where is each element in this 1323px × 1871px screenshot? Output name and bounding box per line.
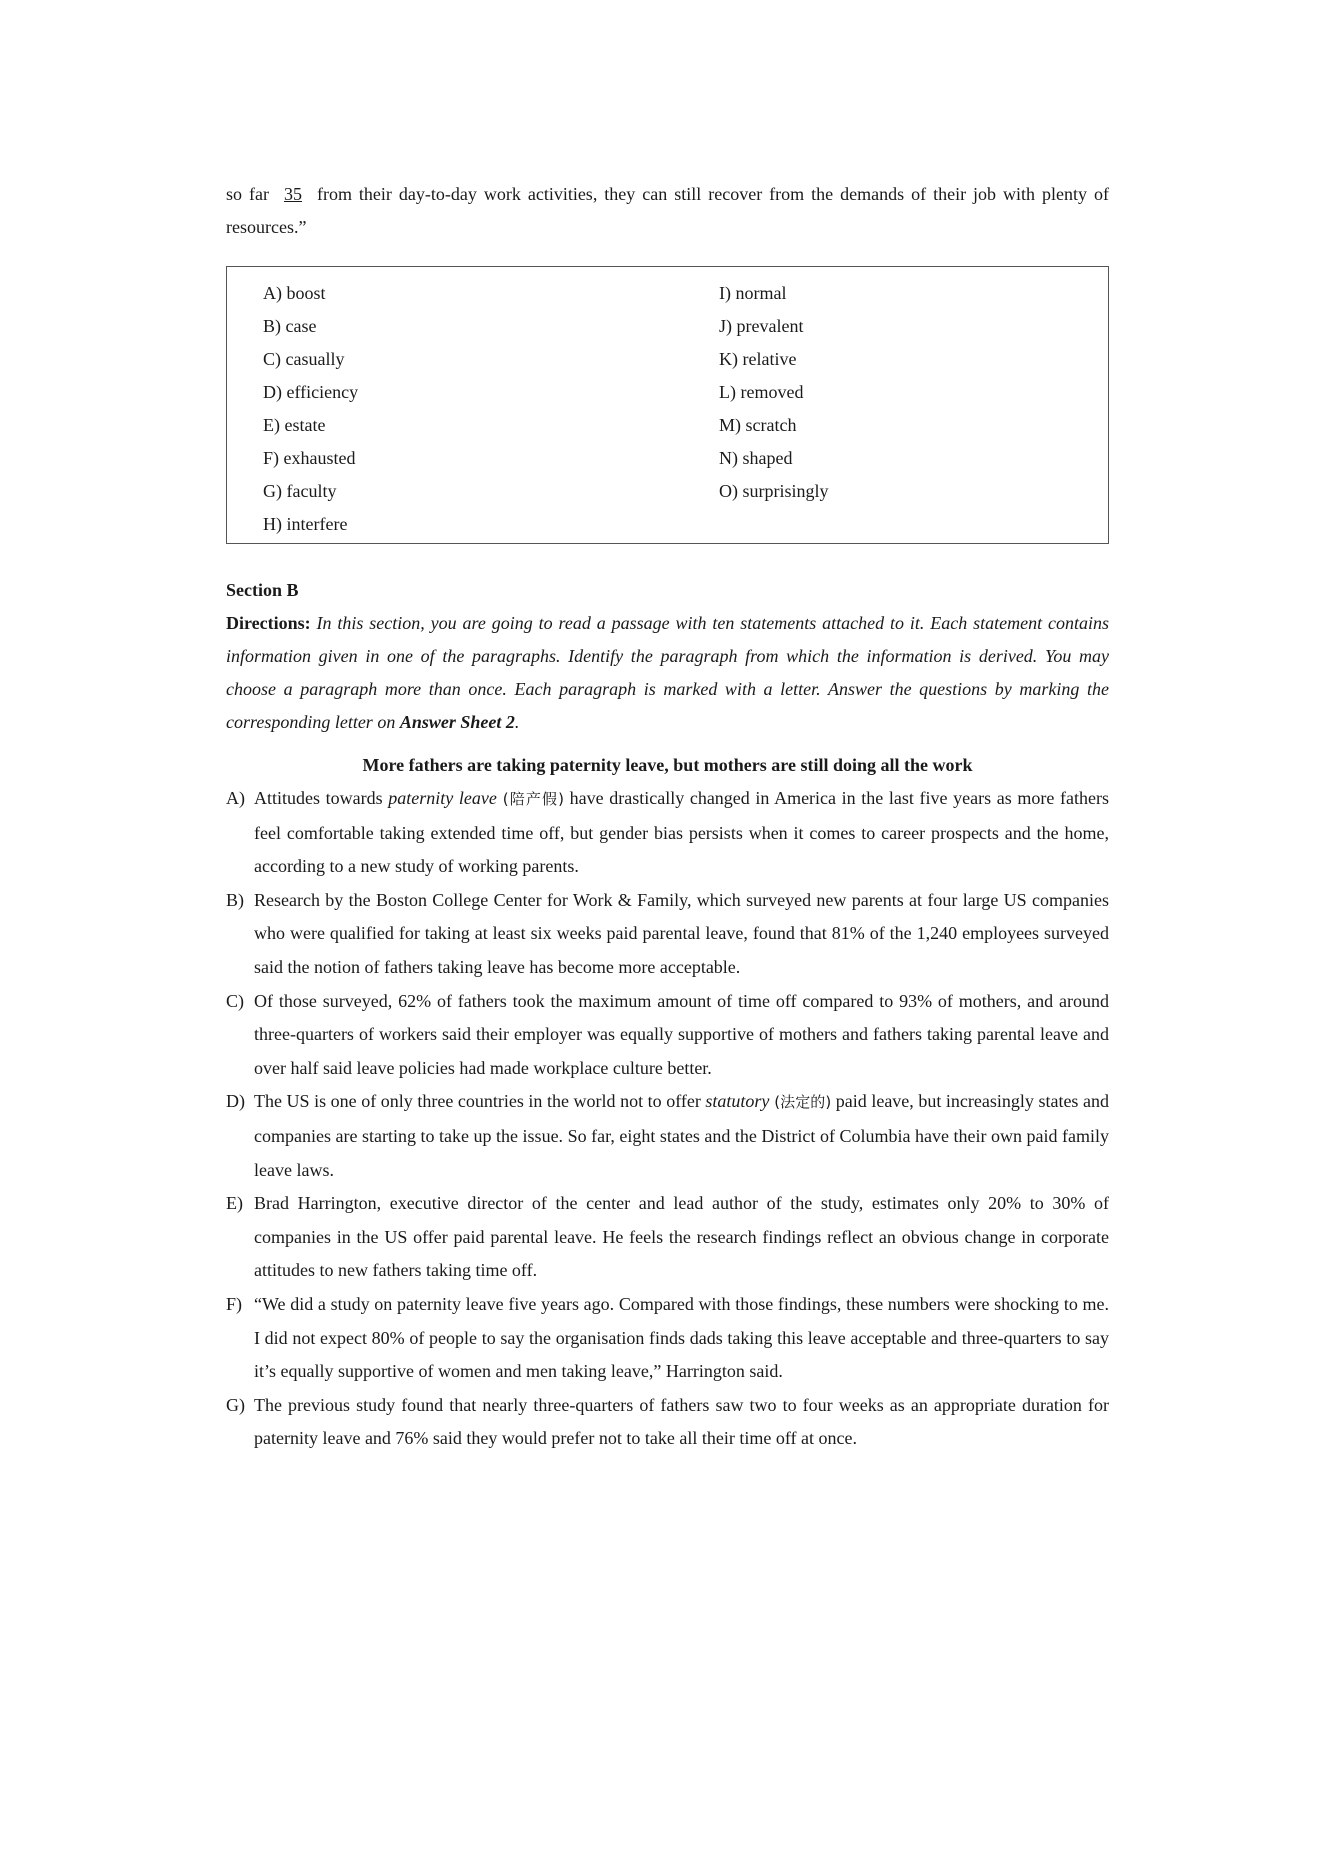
intro-paragraph — [226, 178, 1109, 244]
paragraph-a — [226, 782, 1109, 884]
word-option: K) relative — [719, 349, 797, 369]
word-option: A) boost — [263, 283, 326, 303]
paragraph-text: Of those surveyed, 62% of fathers took the maximum amount of time off compared to 93% of mothers, and around three-quarters of workers said their employer was equally supportive of mothers and fathers taking parental leave and over half said leave policies had made workplace culture better. — [254, 990, 1109, 1078]
paragraph-text: Research by the Boston College Center for Work & Family, which surveyed new parents at four large US companies who were qualified for taking at least six weeks paid parental leave, found that 81% of the 1,240 employees surveyed said the notion of fathers taking leave has become more acceptable. — [254, 889, 1109, 977]
word-option: H) interfere — [263, 514, 348, 534]
glossed-term: statutory — [705, 1091, 770, 1112]
paragraph-e — [226, 1187, 1109, 1288]
paragraph-letter: C) — [226, 990, 244, 1011]
word-option: C) casually — [263, 349, 345, 369]
word-option: I) normal — [719, 283, 787, 303]
paragraph-letter: D) — [226, 1091, 245, 1112]
paragraph-d — [226, 1085, 1109, 1187]
word-option: N) shaped — [719, 448, 793, 468]
word-option: O) surprisingly — [719, 481, 829, 501]
word-bank-box — [226, 266, 1109, 544]
paragraph-text: have drastically changed in America in the last five years as more fathers feel comfortable taking extended time off, but gender bias persists when it comes to career prospects and the home, according to a new study of working parents. — [254, 788, 1109, 877]
word-option: B) case — [263, 316, 317, 336]
glossed-term: paternity leave — [388, 788, 497, 808]
word-option: G) faculty — [263, 481, 337, 501]
paragraph-text: The US is one of only three countries in the world not to offer — [254, 1091, 706, 1112]
word-option: F) exhausted — [263, 448, 356, 468]
word-option: J) prevalent — [719, 316, 804, 336]
paragraph-text: paid leave, but increasingly states and companies are starting to take up the issue. So far, eight states and the District of Columbia have their own paid family leave laws. — [254, 1091, 1109, 1180]
paragraph-text: “We did a study on paternity leave five years ago. Compared with those findings, these numbers were shocking to me. I did not expect 80% of people to say the organisation finds dads taking this leave acceptable and three-quarters to say it’s equally supportive of women and men taking leave,” Harrington said. — [254, 1293, 1109, 1382]
paragraph-text: Brad Harrington, executive director of the center and lead author of the study, estimates only 20% to 30% of companies in the US offer paid parental leave. He feels the research findings reflect an obvious change in corporate attitudes to new fathers taking time off. — [254, 1193, 1109, 1281]
paragraph-letter: B) — [226, 889, 244, 910]
exam-page — [226, 178, 1109, 1456]
chinese-gloss: (法定的) — [769, 1093, 832, 1112]
section-b-title: Section B — [226, 580, 299, 600]
paragraph-c — [226, 985, 1109, 1086]
paragraph-g — [226, 1389, 1109, 1456]
paragraph-letter: G) — [226, 1394, 245, 1415]
directions-text: In this section, you are going to read a passage with ten statements attached to it. Each statement contains information given in one of the paragraphs. Identify the paragraph from which the information is derived. You may choose a paragraph more than once. Each paragraph is marked with a letter. Answer the questions by marking the corresponding letter on — [226, 613, 1109, 732]
word-option: E) estate — [263, 415, 326, 435]
paragraph-f — [226, 1288, 1109, 1389]
paragraph-letter: A) — [226, 788, 245, 808]
intro-after: from their day-to-day work activities, they can still recover from the demands of their job with plenty of resources.” — [226, 184, 1110, 237]
word-bank-right-column — [719, 277, 829, 508]
chinese-gloss: (陪产假) — [496, 790, 564, 808]
word-option: M) scratch — [719, 415, 797, 435]
paragraph-letter: F) — [226, 1293, 243, 1314]
paragraph-text: The previous study found that nearly three-quarters of fathers saw two to four weeks as an appropriate duration for paternity leave and 76% said they would prefer not to take all their time off at once. — [254, 1394, 1109, 1449]
paragraph-b — [226, 884, 1109, 985]
directions-end: . — [514, 712, 520, 732]
paragraph-letter: E) — [226, 1193, 243, 1214]
paragraph-text: Attitudes towards — [254, 788, 389, 808]
passage-title: More fathers are taking paternity leave, but mothers are still doing all the work — [362, 755, 973, 775]
directions-label: Directions: — [226, 613, 311, 633]
directions-paragraph — [226, 607, 1109, 739]
blank-35: 35 — [283, 184, 302, 204]
word-option: L) removed — [719, 382, 804, 402]
answer-sheet-label: Answer Sheet 2 — [399, 712, 515, 732]
word-bank-left-column — [263, 277, 358, 541]
intro-before: so far — [226, 184, 276, 204]
word-option: D) efficiency — [263, 382, 359, 402]
